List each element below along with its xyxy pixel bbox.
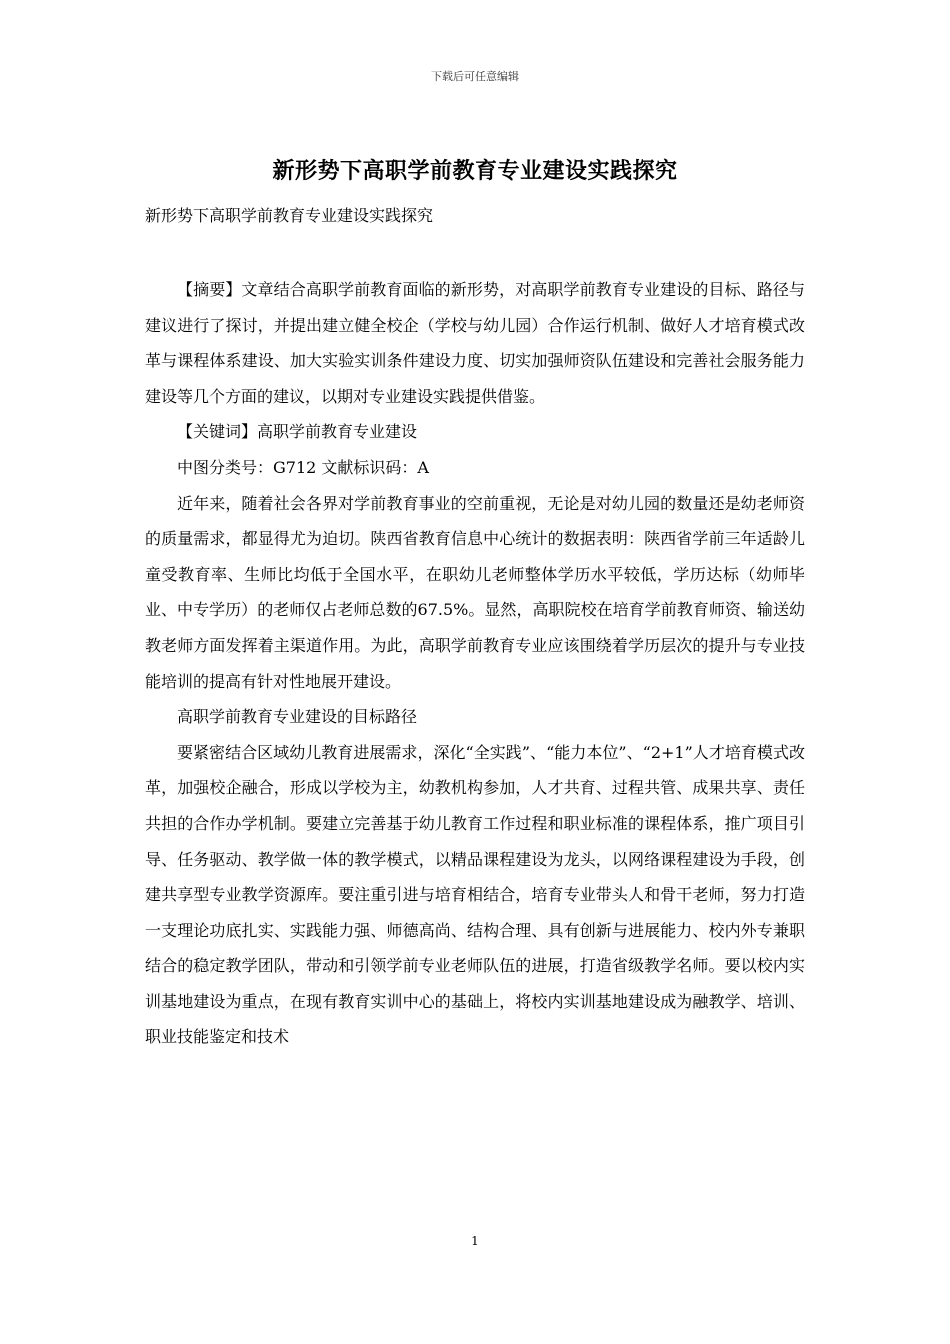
abstract-paragraph: 【摘要】文章结合高职学前教育面临的新形势，对高职学前教育专业建设的目标、路径与建议进行了探讨，并提出建立健全校企（学校与幼儿园）合作运行机制、做好人才培育模式改革与课程体系建设、加大实验实训条件建设力度、切实加强师资队伍建设和完善社会服务能力建设等几个方面的建议，以期对专业建设实践提供借鉴。: [145, 280, 805, 406]
classification-paragraph: 中图分类号：G712 文献标识码：A: [177, 457, 429, 477]
header-note: 下载后可任意编辑: [431, 70, 519, 83]
document-title: 新形势下高职学前教育专业建设实践探究: [272, 158, 678, 184]
document-subtitle: 新形势下高职学前教育专业建设实践探究: [145, 206, 434, 225]
section-heading: 高职学前教育专业建设的目标路径: [177, 707, 418, 727]
document-body: [145, 272, 805, 1055]
page-number: 1: [471, 1234, 479, 1248]
body-paragraph: 要紧密结合区域幼儿教育进展需求，深化“全实践”、“能力本位”、“2+1”人才培育模式改革，加强校企融合，形成以学校为主，幼教机构参加，人才共育、过程共管、成果共享、责任共担的合作办学机制。要建立完善基于幼儿教育工作过程和职业标准的课程体系，推广项目引导、任务驱动、教学做一体的教学模式，以精品课程建设为龙头，以网络课程建设为手段，创建共享型专业教学资源库。要注重引进与培育相结合，培育专业带头人和骨干老师，努力打造一支理论功底扎实、实践能力强、师德高尚、结构合理、具有创新与进展能力、校内外专兼职结合的稳定教学团队，带动和引领学前专业老师队伍的进展，打造省级教学名师。要以校内实训基地建设为重点，在现有教育实训中心的基础上，将校内实训基地建设成为融教学、培训、职业技能鉴定和技术: [145, 742, 805, 1047]
keywords-paragraph: 【关键词】高职学前教育专业建设: [177, 422, 418, 442]
intro-paragraph: 近年来，随着社会各界对学前教育事业的空前重视，无论是对幼儿园的数量还是幼老师资的质量需求，都显得尤为迫切。陕西省教育信息中心统计的数据表明：陕西省学前三年适龄儿童受教育率、生师比均低于全国水平，在职幼儿老师整体学历水平较低，学历达标（幼师毕业、中专学历）的老师仅占老师总数的67.5%。显然，高职院校在培育学前教育师资、输送幼教老师方面发挥着主渠道作用。为此，高职学前教育专业应该围绕着学历层次的提升与专业技能培训的提高有针对性地展开建设。: [145, 493, 805, 691]
